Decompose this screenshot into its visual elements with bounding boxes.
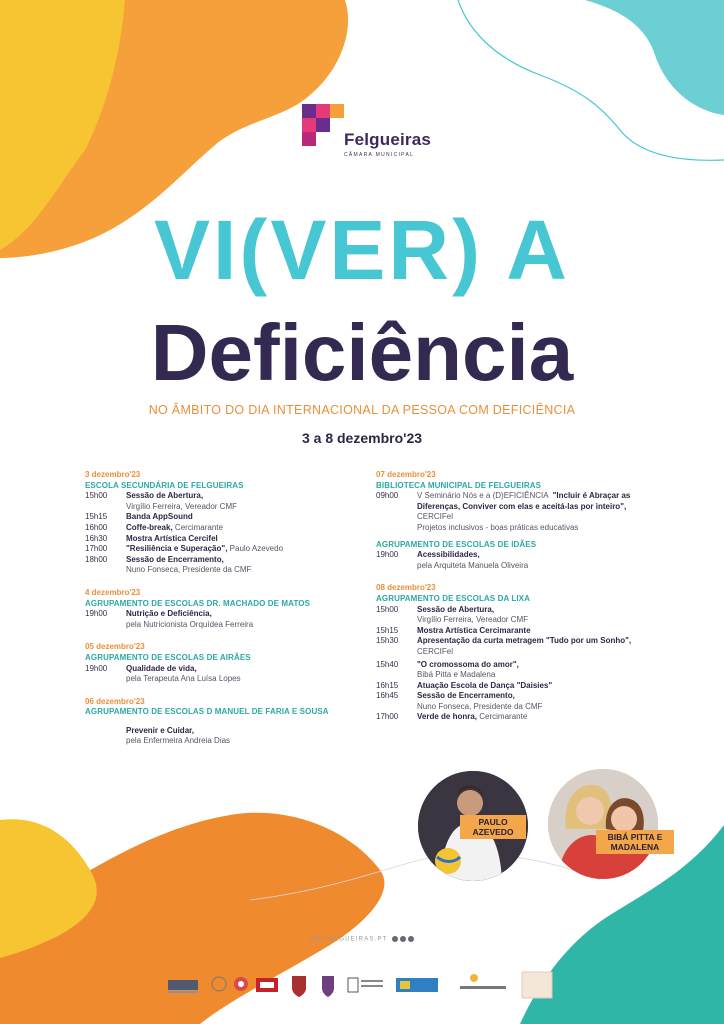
item-title: Sessão de Encerramento, <box>417 691 515 701</box>
item-title: Coffe-break, <box>126 522 173 532</box>
item-note-2: Projetos inclusivos - boas práticas educativas <box>417 522 579 532</box>
item-note: pela Enfermeira Andreia Dias <box>126 736 231 746</box>
item-time: 18h00 <box>85 554 108 564</box>
item-title: Mostra Artística Cercifel <box>126 533 218 543</box>
program-item <box>376 636 648 657</box>
item-time: 15h40 <box>376 659 399 669</box>
partner-logo-icon <box>208 970 230 1000</box>
section-venue: AGRUPAMENTO DE ESCOLAS D MANUEL DE FARIA E SOUSA <box>85 707 329 717</box>
item-time: 19h00 <box>85 663 108 673</box>
program-left-column <box>85 470 357 759</box>
item-note: Virgílio Ferreira, Vereador CMF <box>126 501 237 511</box>
item-time: 17h00 <box>376 712 399 722</box>
program-section <box>85 642 357 684</box>
item-title: Mostra Artística Cercimarante <box>417 625 531 635</box>
item-note: Paulo Azevedo <box>229 544 284 554</box>
program-section <box>85 588 357 630</box>
partner-logo-icon <box>394 970 440 1000</box>
program-item <box>376 660 648 671</box>
item-title: Sessão de Abertura, <box>126 491 204 501</box>
program-item <box>376 491 648 512</box>
partner-logo-icon <box>288 970 310 1000</box>
program-item <box>376 550 648 561</box>
title-line-1: VI(VER) A <box>154 203 570 297</box>
program-item <box>85 664 357 675</box>
item-note: Cercimarante <box>174 522 223 532</box>
item-title: "O cromossoma do amor", <box>417 659 519 669</box>
section-venue: AGRUPAMENTO DE ESCOLAS DE AIRÃES <box>85 652 251 662</box>
partner-logo-icon <box>346 970 386 1000</box>
program-item <box>85 512 357 523</box>
youtube-icon[interactable] <box>408 936 414 942</box>
photo-label-biba: BIBÁ PITTA E MADALENA <box>596 830 674 854</box>
section-day: 3 dezembro'23 <box>85 470 141 479</box>
program-item <box>85 544 357 555</box>
item-note: pela Terapeuta Ana Luísa Lopes <box>126 674 241 684</box>
program-section <box>376 583 648 723</box>
item-note: Nuno Fonseca, Presidente da CMF <box>126 565 252 575</box>
section-venue: AGRUPAMENTO DE ESCOLAS DA LIXA <box>376 593 530 603</box>
partner-logo-icon <box>254 970 280 1000</box>
subtitle: NO ÂMBITO DO DIA INTERNACIONAL DA PESSOA COM DEFICIÊNCIA <box>148 403 576 417</box>
item-time: 19h00 <box>85 609 108 619</box>
program-item <box>85 555 357 566</box>
program-section <box>376 540 648 572</box>
item-title: Qualidade de vida, <box>126 663 197 673</box>
section-venue: AGRUPAMENTO DE ESCOLAS DE IDÃES <box>376 539 537 549</box>
section-venue: BIBLIOTECA MUNICIPAL DE FELGUEIRAS <box>376 480 542 490</box>
item-title: Sessão de Abertura, <box>417 604 495 614</box>
felgueiras-logo <box>302 104 432 164</box>
item-time: 17h00 <box>85 544 108 554</box>
item-time: 15h15 <box>376 625 399 635</box>
program-item <box>376 691 648 702</box>
section-day: 07 dezembro'23 <box>376 470 436 479</box>
item-title: "Incluir é Abraçar as Diferenças, Conviver com elas e aceitá-las por inteiro", <box>417 491 631 511</box>
item-time: 09h00 <box>376 491 399 501</box>
item-note: Virgílio Ferreira, Vereador CMF <box>417 615 528 625</box>
item-time: 16h15 <box>376 680 399 690</box>
event-dates: 3 a 8 dezembro'23 <box>301 430 423 446</box>
teal-blob <box>585 0 724 115</box>
partner-logo-icon <box>520 970 554 1000</box>
section-day: 4 dezembro'23 <box>85 587 141 597</box>
item-note: pela Nutricionista Orquídea Ferreira <box>126 619 254 629</box>
partner-logo-icon <box>166 970 200 1000</box>
item-time: 16h30 <box>85 533 108 543</box>
item-title: Banda AppSound <box>126 512 193 522</box>
item-title: "Resiliência e Superação", <box>126 544 228 554</box>
item-title: Apresentação da curta metragem "Tudo por um Sonho", <box>417 636 632 646</box>
item-note: pela Arquiteta Manuela Oliveira <box>417 560 529 570</box>
title-line-2: Deficiência <box>150 308 574 397</box>
logo-subtitle: CÂMARA MUNICIPAL <box>344 152 415 158</box>
logo-mark-icon <box>302 104 344 146</box>
program-item <box>376 681 648 692</box>
item-time: 15h30 <box>376 636 399 646</box>
photo-label-paulo: PAULO AZEVEDO <box>460 815 526 839</box>
item-time: 15h15 <box>85 512 108 522</box>
item-time: 15h00 <box>85 491 108 501</box>
people-photo-icon <box>548 769 658 879</box>
instagram-icon[interactable] <box>400 936 406 942</box>
section-day: 08 dezembro'23 <box>376 583 436 593</box>
footer-website <box>0 936 724 943</box>
section-venue: ESCOLA SECUNDÁRIA DE FELGUEIRAS <box>85 480 244 490</box>
item-title: Sessão de Encerramento, <box>126 554 224 564</box>
program-item <box>85 726 357 737</box>
section-day: 05 dezembro'23 <box>85 642 145 652</box>
logo-name: Felgueiras <box>344 130 432 149</box>
item-time: 19h00 <box>376 550 399 560</box>
item-note: Cercimarante <box>479 712 528 722</box>
item-note: Bibá Pitta e Madalena <box>417 670 496 680</box>
partner-logo-icon <box>318 970 338 1000</box>
item-note: CERCIFel <box>417 512 454 522</box>
item-note: Nuno Fonseca, Presidente da CMF <box>417 701 543 711</box>
program-item <box>376 712 648 723</box>
program-item <box>85 523 357 534</box>
facebook-icon[interactable] <box>392 936 398 942</box>
item-title: Atuação Escola de Dança "Daisies" <box>417 680 553 690</box>
item-title: Verde de honra, <box>417 712 478 722</box>
item-time: 16h45 <box>376 691 399 701</box>
partner-logos <box>160 970 570 1006</box>
partner-logo-icon <box>458 970 508 1000</box>
partner-logo-icon <box>232 970 250 1000</box>
item-time: 16h00 <box>85 522 108 532</box>
program-item <box>85 609 357 620</box>
section-venue: AGRUPAMENTO DE ESCOLAS DR. MACHADO DE MATOS <box>85 598 311 608</box>
item-title: Nutrição e Deficiência, <box>126 609 212 619</box>
item-title: Acessibilidades, <box>417 550 480 560</box>
item-title: Prevenir e Cuidar, <box>126 725 195 735</box>
program-section <box>85 470 357 576</box>
program-section <box>85 697 357 747</box>
section-day: 06 dezembro'23 <box>85 696 145 706</box>
program-item <box>85 534 357 545</box>
website-url[interactable]: CM-FELGUEIRAS.PT <box>309 936 388 943</box>
program-right-column <box>376 470 648 735</box>
program-section <box>376 470 648 534</box>
item-time: 15h00 <box>376 604 399 614</box>
item-pre: V Seminário Nós e a (D)EFICIÊNCIA <box>417 491 549 501</box>
photo-biba-pitta-madalena <box>548 769 658 879</box>
program-item <box>376 605 648 616</box>
program-item <box>376 626 648 637</box>
item-note: CERCIFel <box>417 646 454 656</box>
program-item <box>85 491 357 502</box>
